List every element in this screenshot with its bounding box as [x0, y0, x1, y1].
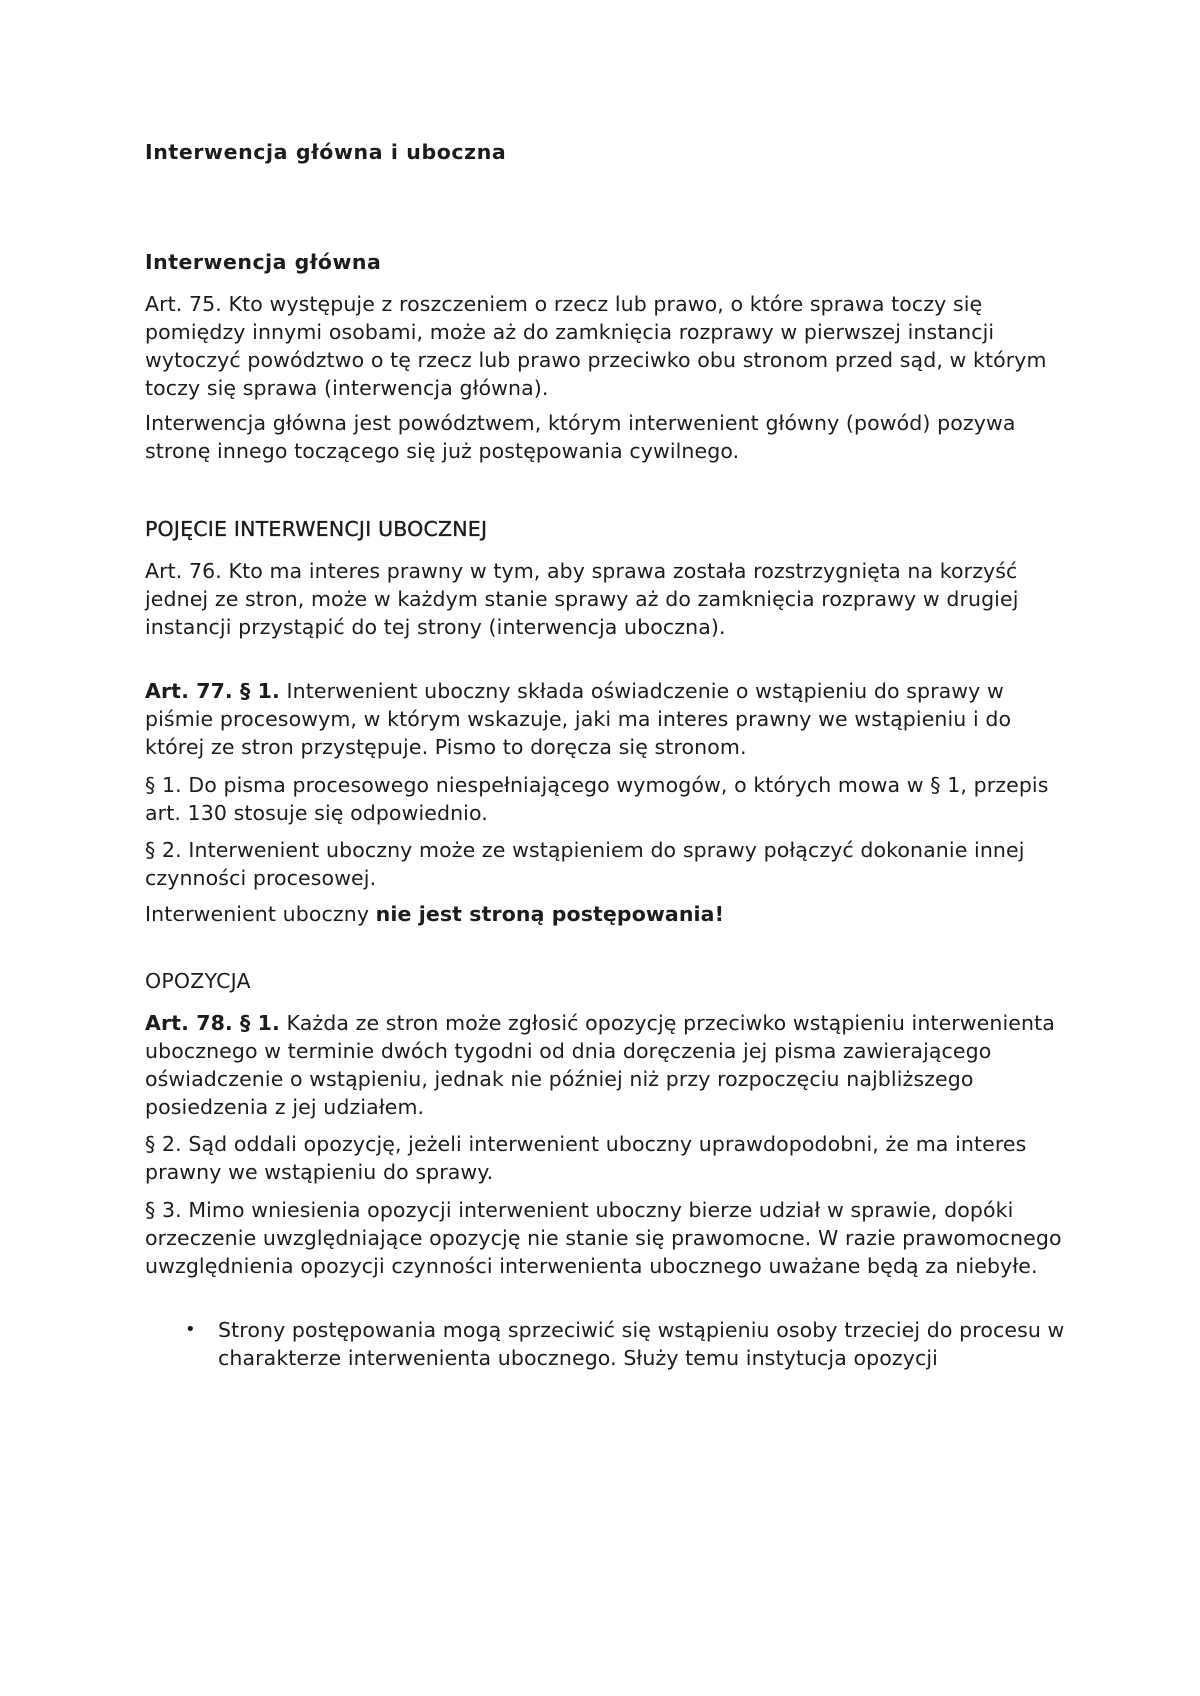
heading-opposition: OPOZYCJA [145, 969, 251, 993]
heading-main-intervention: Interwencja główna [145, 250, 382, 274]
art-78-paragraph [145, 1009, 1075, 1121]
bullet-text: Strony postępowania mogą sprzeciwić się wstąpieniu osoby trzeciej do procesu w charakterze interwenienta ubocznego. Służy temu instytucja opozycji [218, 1318, 1065, 1370]
art-78-section-2-paragraph: § 2. Sąd oddali opozycję, jeżeli interwenient uboczny uprawdopodobni, że ma interes prawny we wstąpieniu do sprawy. [145, 1132, 1027, 1184]
document-title: Interwencja główna i uboczna [145, 140, 507, 164]
bullet-icon: • [185, 1319, 196, 1340]
art-77-text: Interwenient uboczny składa oświadczenie o wstąpieniu do sprawy w piśmie procesowym, w którym wskazuje, jaki ma interes prawny we wstąpieniu i do której ze stron przystępuje. Pismo to doręcza się stronom. [145, 679, 1012, 759]
art-77-label: Art. 77. § 1. [145, 679, 280, 703]
art-78-label: Art. 78. § 1. [145, 1011, 280, 1035]
art-78-text: Każda ze stron może zgłosić opozycję przeciwko wstąpieniu interwenienta ubocznego w terminie dwóch tygodni od dnia doręczenia jej pisma zawierającego oświadczenie o wstąpieniu, jednak nie później niż przy rozpoczęciu najbliższego posiedzenia z jej udziałem. [145, 1011, 1055, 1119]
art-75-paragraph: Art. 75. Kto występuje z roszczeniem o rzecz lub prawo, o które sprawa toczy się pomiędzy innymi osobami, może aż do zamknięcia rozprawy w pierwszej instancji wytoczyć powództwo o tę rzecz lub prawo przeciwko obu stronom przed sąd, w którym toczy się sprawa (interwencja główna). [145, 292, 1047, 400]
art-76-paragraph: Art. 76. Kto ma interes prawny w tym, aby sprawa została rozstrzygnięta na korzyść jednej ze stron, może w każdym stanie sprawy aż do zamknięcia rozprawy w drugiej instancji przystąpić do tej strony (interwencja uboczna). [145, 559, 1019, 639]
art-77-section-1-paragraph: § 1. Do pisma procesowego niespełniającego wymogów, o których mowa w § 1, przepis art. 130 stosuje się odpowiednio. [145, 773, 1049, 825]
art-78-section-3-paragraph: § 3. Mimo wniesienia opozycji interwenient uboczny bierze udział w sprawie, dopóki orzeczenie uwzględniające opozycję nie stanie się prawomocne. W razie prawomocnego uwzględnienia opozycji czynności interwenienta ubocznego uważane będą za niebyłe. [145, 1198, 1062, 1278]
heading-side-intervention: POJĘCIE INTERWENCJI UBOCZNEJ [145, 517, 488, 541]
side-intervention-note [145, 900, 1075, 928]
art-77-section-2-paragraph: § 2. Interwenient uboczny może ze wstąpieniem do sprawy połączyć dokonanie innej czynności procesowej. [145, 838, 1025, 890]
note-prefix: Interwenient uboczny [145, 902, 376, 926]
list-item [145, 1316, 1075, 1372]
note-emphasis: nie jest stroną postępowania! [375, 902, 725, 926]
main-intervention-explanation: Interwencja główna jest powództwem, którym interwenient główny (powód) pozywa stronę innego toczącego się już postępowania cywilnego. [145, 411, 1016, 463]
opposition-bullet-list [145, 1316, 1075, 1372]
art-77-paragraph [145, 677, 1075, 761]
